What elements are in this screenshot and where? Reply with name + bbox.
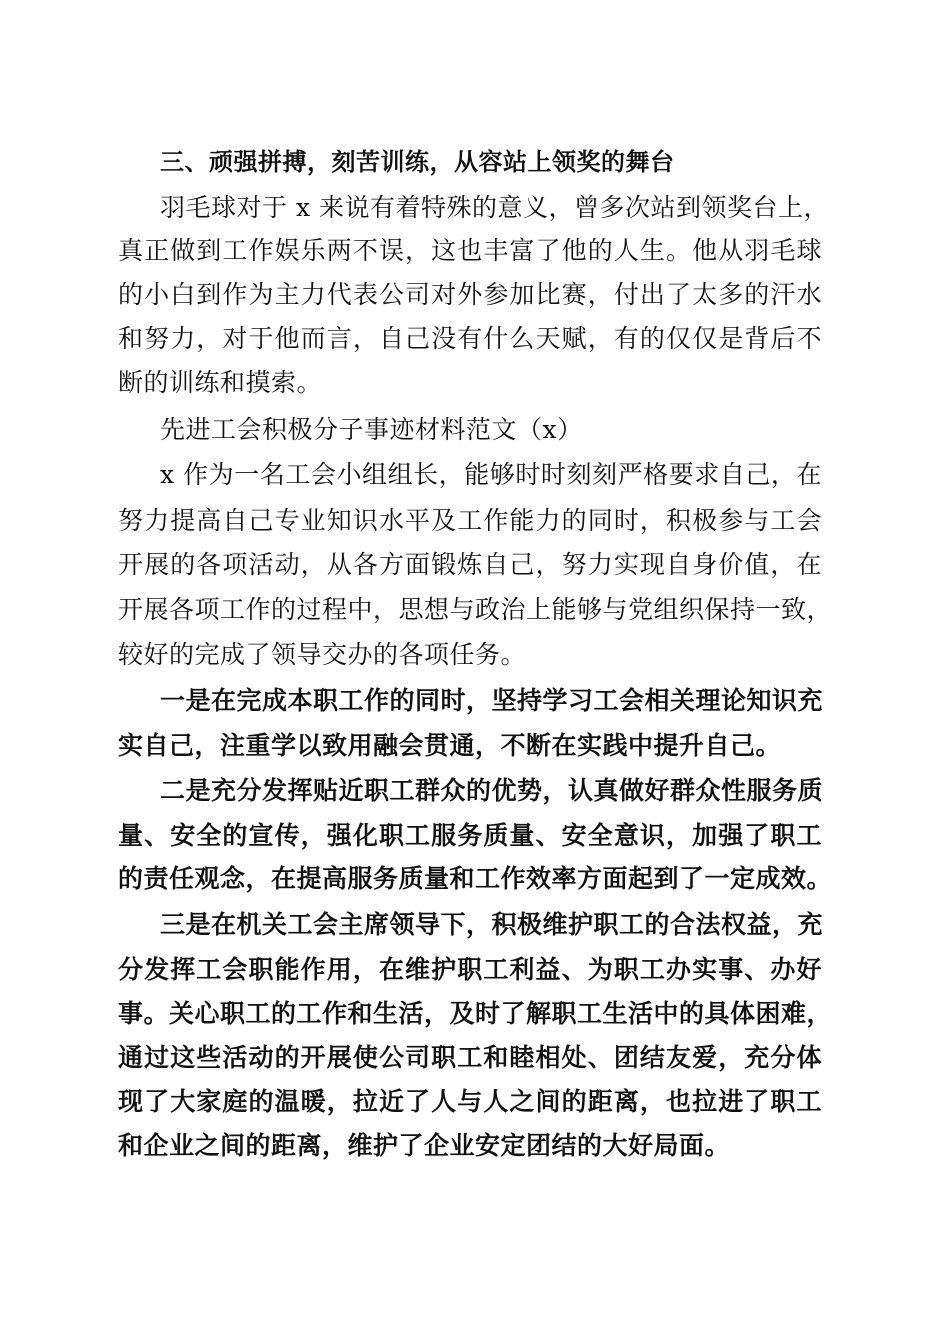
section-heading: 三、顽强拼搏，刻苦训练，从容站上领奖的舞台 [160,148,675,176]
paragraph-line: 和努力，对于他而言，自己没有什么天赋，有的仅仅是背后不 [118,324,822,353]
paragraph-line: 努力提高自己专业知识水平及工作能力的同时，积极参与工会 [118,506,822,535]
paragraph-line: 羽毛球对于 x 来说有着特殊的意义，曾多次站到领奖台上， [160,193,829,222]
paragraph-line: 较好的完成了领导交办的各项任务。 [118,640,527,669]
paragraph-line: 一是在完成本职工作的同时，坚持学习工会相关理论知识充 [160,686,824,715]
paragraph-line: 的小白到作为主力代表公司对外参加比赛，付出了太多的汗水 [118,280,822,309]
paragraph-line: 现了大家庭的温暖，拉近了人与人之间的距离，也拉进了职工 [118,1087,822,1116]
paragraph-line: 实自己，注重学以致用融会贯通，不断在实践中提升自己。 [118,731,782,760]
paragraph-line: 和企业之间的距离，维护了企业安定团结的大好局面。 [118,1131,731,1160]
paragraph-line: x 作为一名工会小组组长，能够时时刻刻严格要求自己，在 [160,460,822,489]
paragraph-line: 的责任观念，在提高服务质量和工作效率方面起到了一定成效。 [118,864,833,893]
paragraph-line: 三是在机关工会主席领导下，积极维护职工的合法权益，充 [160,910,824,939]
paragraph-line: 分发挥工会职能作用，在维护职工利益、为职工办实事、办好 [118,955,822,984]
paragraph-line: 开展的各项活动，从各方面锻炼自己，努力实现自身价值，在 [118,550,822,579]
paragraph-line: 二是充分发挥贴近职工群众的优势，认真做好群众性服务质 [160,776,824,805]
article-title-line: 先进工会积极分子事迹材料范文（x） [160,415,583,444]
paragraph-line: 断的训练和摸索。 [118,368,323,397]
paragraph-line: 事。关心职工的工作和生活，及时了解职工生活中的具体困难， [118,999,833,1028]
paragraph-line: 量、安全的宣传，强化职工服务质量、安全意识，加强了职工 [118,821,822,850]
paragraph-line: 开展各项工作的过程中，思想与政治上能够与党组织保持一致， [118,595,833,624]
paragraph-line: 真正做到工作娱乐两不误，这也丰富了他的人生。他从羽毛球 [118,236,822,265]
paragraph-line: 通过这些活动的开展使公司职工和睦相处、团结友爱，充分体 [118,1043,822,1072]
